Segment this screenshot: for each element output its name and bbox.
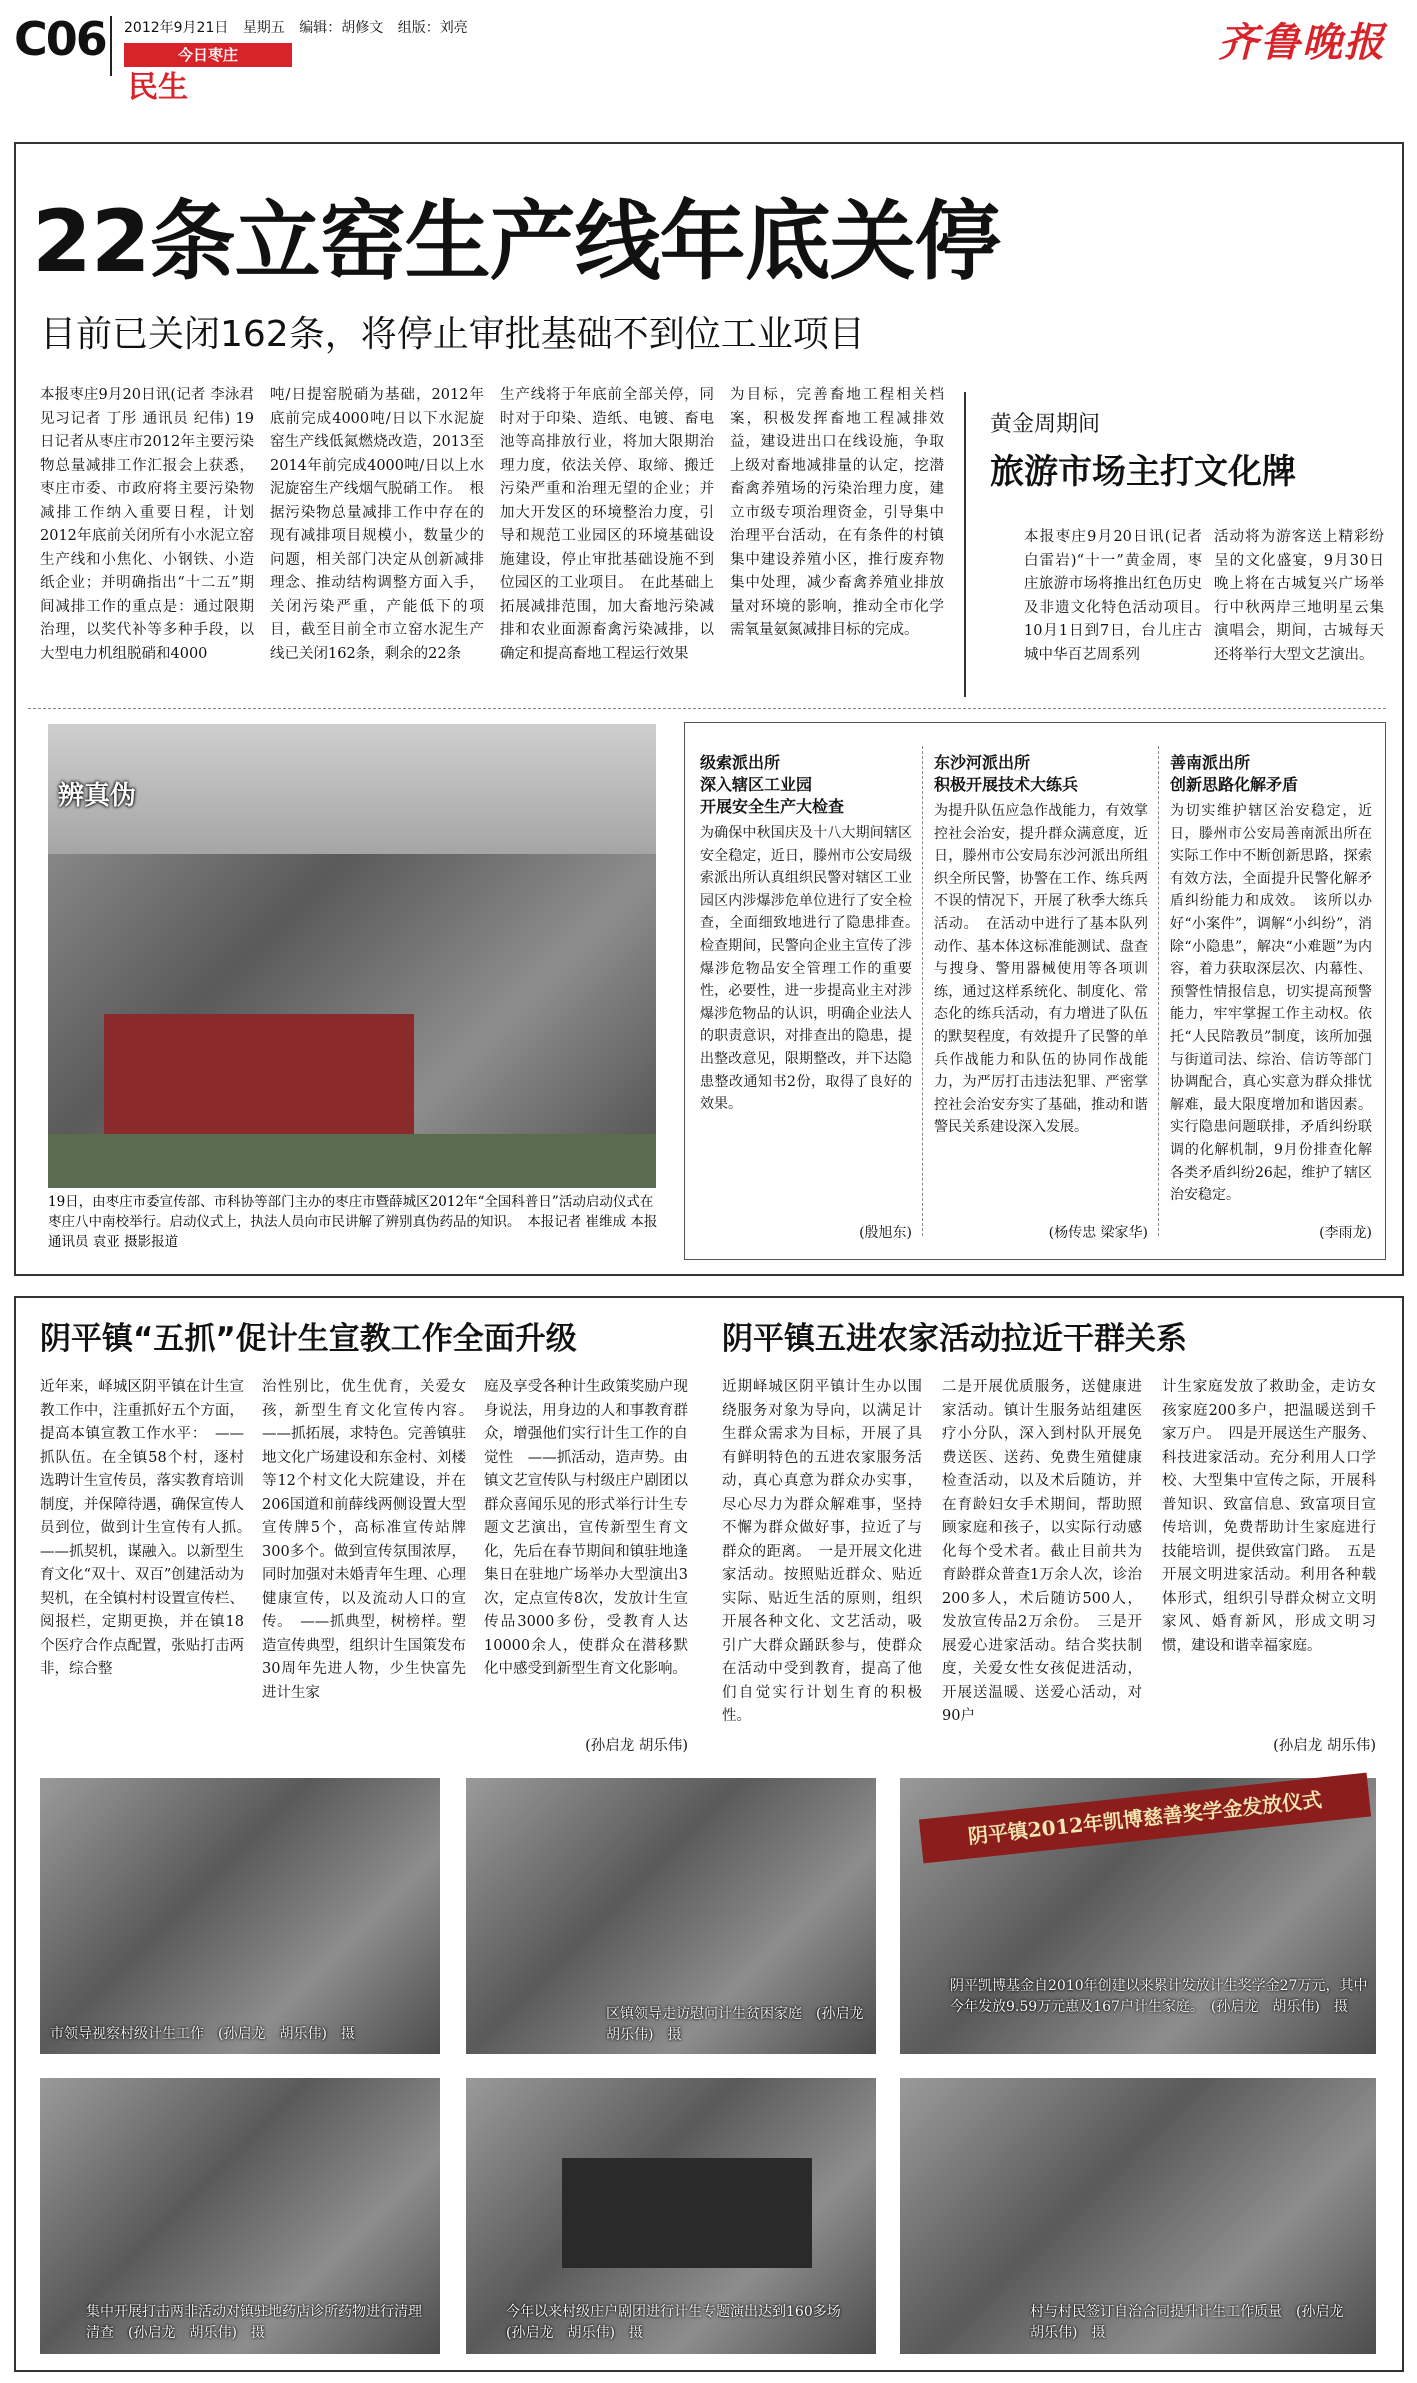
police-3-title-1: 创新思路化解矛盾: [1170, 775, 1299, 794]
brand-logo: 齐鲁晚报: [1218, 19, 1386, 66]
header-date: 2012年9月21日: [124, 20, 229, 36]
ceremony-banner: 阴平镇2012年凯博慈善奖学金发放仪式: [919, 1773, 1371, 1864]
top-dashed-divider: [28, 708, 1386, 709]
right-article-title: 阴平镇五进农家活动拉近干群关系: [722, 1321, 1187, 1357]
header-info: [124, 18, 468, 38]
stage-backdrop: [562, 2158, 812, 2268]
photo-grid-5-caption: 今年以来村级庄户剧团进行计生专题演出达到160多场 (孙启龙 胡乐伟) 摄: [506, 2304, 855, 2341]
section-tag: 今日枣庄: [124, 43, 292, 67]
police-2-title-1: 积极开展技术大练兵: [934, 775, 1079, 794]
police-1-body: 为确保中秋国庆及十八大期间辖区安全稳定，近日，滕州市公安局级索派出所认真组织民警对辖区工业园区内涉爆涉危单位进行了安全检查，全面细致地进行了隐患排查。 检查期间，民警向企业主宣传了涉爆涉危物品安全管理工作的重要性，必要性，进一步提高业主对涉爆涉危物品的认识，明确企业法人的职责意识，对排查出的隐患，提出整改意见，限期整改，并下达隐患整改通知书2份，取得了良好的效果。: [700, 825, 926, 1113]
left-article-title: 阴平镇“五抓”促计生宣教工作全面升级: [40, 1321, 577, 1357]
police-1-title-1: 深入辖区工业园: [700, 775, 813, 794]
police-2-body: 为提升队伍应急作战能力，有效掌控社会治安，提升群众满意度，近日，滕州市公安局东沙河派出所组织全所民警，协警在工作、练兵两不误的情况下，开展了秋季大练兵活动。 在活动中进行了基本队列动作、基本体这标准能测试、盘查与搜身、警用器械使用等各项训练，通过这样系统化、制度化、常态化的练兵活动，有力增进了队伍的默契程度，有效提升了民警的单兵作战能力和队伍的协同作战能力，为严厉打击违法犯罪、严密掌控社会治安夯实了基础，推动和谐警民关系建设深入发展。: [934, 803, 1148, 1136]
photo-grid-1-caption: 市领导视察村级计生工作 (孙启龙 胡乐伟) 摄: [50, 2026, 355, 2042]
main-body-col-1: 本报枣庄9月20日讯(记者 李泳君 见习记者 丁彤 通讯员 纪伟) 19日记者从枣庄市2012年主要污染物总量减排工作汇报会上获悉，枣庄市委、市政府将主要污染物减排工作纳入重要日程，计划2012年底前关闭所有小水泥立窑生产线和小焦化、小钢铁、小造纸企业；并明确指出“十二五”期间减排工作的重点是：通过限期治理，以奖代补等多种手段，以大型电力机组脱硝和4000: [40, 387, 254, 662]
police-divider-1: [922, 746, 923, 1236]
photo-grid-2: [466, 1778, 876, 2054]
photo-label: 辨真伪: [58, 781, 137, 811]
police-1-kicker: 级索派出所: [700, 753, 781, 772]
police-3-body: 为切实维护辖区治安稳定，近日，滕州市公安局善南派出所在实际工作中不断创新思路，探索有效方法，全面提升民警化解矛盾纠纷能力和成效。 该所以办好“小案件”，调解“小纠纷”，消除“小隐患”，解决“小难题”为内容，着力获取深层次、内幕性、预警性情报信息，切实提高预警能力，牢牢掌握工作主动权。依托“人民陪教员”制度，该所加强与街道司法、综治、信访等部门协调配合，真心实意为群众排忧解难，最大限度增加和谐因素。实行隐患问题联排，矛盾纠纷联调的化解机制，9月份排查化解各类矛盾纠纷26起，维护了辖区治安稳定。: [1170, 803, 1372, 1204]
main-body-col-2: 吨/日提窑脱硝为基础，2012年底前完成4000吨/日以下水泥旋窑生产线低氮燃烧改造，2013至2014年前完成4000吨/日以上水泥旋窑生产线烟气脱硝工作。 根据污染物总量减排工作中存在的现有减排项目规模小，数量少的问题，相关部门决定从创新减排理念、推动结构调整方面入手，关闭污染严重，产能低下的项目，截至目前全市立窑水泥生产线已关闭162条，剩余的22条: [270, 387, 484, 662]
page-number: C06: [14, 12, 106, 66]
right-article-col-3: 计生家庭发放了救助金，走访女孩家庭200多户，把温暖送到千家万户。 四是开展送生产服务、科技进家活动。充分利用人口学校、大型集中宣传之际，开展科普知识、致富信息、致富项目宣传培训，免费帮助计生家庭进行技能培训，提供致富门路。 五是开展文明进家活动。利用各种载体形式，组织引导群众树立文明家风、婚育新风，形成文明习惯，建设和谐幸福家庭。: [1162, 1379, 1376, 1654]
photo-ground: [48, 1134, 656, 1188]
photo-grid-1: [40, 1778, 440, 2054]
main-subhead: 目前已关闭162条，将停止审批基础不到位工业项目: [40, 314, 865, 355]
header-layout: 组版：刘亮: [397, 20, 468, 36]
photo-table: [104, 1014, 414, 1144]
main-body-col-3: 生产线将于年底前全部关停，同时对于印染、造纸、电镀、畜电池等高排放行业，将加大限期治理力度，依法关停、取缔、搬迁污染严重和治理无望的企业；并加大开发区的环境整治力度，引导和规范工业园区的环境基础设施建设，停止审批基础设施不到位园区的工业项目。 在此基础上拓展减排范围，加大畜地污染减排和农业面源畜禽污染减排，以确定和提高畜地工程运行效果: [500, 387, 714, 662]
left-article-col-1: 近年来，峄城区阴平镇在计生宣教工作中，注重抓好五个方面，提高本镇宣教工作水平： ——抓队伍。在全镇58个村，逐村选聘计生宣传员，落实教育培训制度，并保障待遇，确保宣传人员到位，做到计生宣传有人抓。 ——抓契机，谋融入。以新型生育文化“双十、双百”创建活动为契机，在全镇村村设置宣传栏、阅报栏，定期更换，并在镇18个医疗合作点配置，张贴打击两非，综合整: [40, 1379, 259, 1677]
police-2-sign: (杨传忠 梁家华): [1048, 1225, 1148, 1241]
photo1-caption: 19日，由枣庄市委宣传部、市科协等部门主办的枣庄市暨薛城区2012年“全国科普日”活动启动仪式在枣庄八中南校举行。启动仪式上，执法人员向市民讲解了辨别真伪药品的知识。 本报记者 崔维成 本报通讯员 袁亚 摄影报道: [48, 1194, 658, 1250]
photo-grid-3: [900, 1778, 1376, 2054]
photo-sky: [48, 724, 656, 854]
right-article-col-2: 二是开展优质服务，送健康进家活动。镇计生服务站组建医疗小分队，深入到村队开展免费送医、送药、免费生殖健康检查活动，以及术后随访，并在育龄妇女手术期间，帮助照顾家庭和孩子，以实际行动感化每个受术者。截止目前共为育龄群众普查1万余人次，诊治200多人，术后随访500人，发放宣传品2万余份。 三是开展爱心进家活动。结合奖扶制度，关爱女性女孩促进活动，开展送温暖、送爱心活动，对90户: [942, 1379, 1142, 1724]
police-1-title-2: 开展安全生产大检查: [700, 797, 845, 816]
photo-grid-5: [466, 2078, 876, 2354]
police-1-sign: (殷旭东): [859, 1225, 912, 1241]
sidebar-divider: [964, 392, 966, 697]
photo-grid-6: [900, 2078, 1376, 2354]
photo-grid-3-caption: 阴平凯博基金自2010年创建以来累计发放计生奖学金27万元，其中今年发放9.59万元惠及167户计生家庭。 (孙启龙 胡乐伟) 摄: [950, 1978, 1368, 2015]
right-article-sign: (孙启龙 胡乐伟): [1273, 1738, 1376, 1754]
left-article-sign: (孙启龙 胡乐伟): [585, 1738, 688, 1754]
header-editor: 编辑：胡修文: [299, 20, 384, 36]
police-3-kicker: 善南派出所: [1170, 753, 1251, 772]
left-article-col-3: 庭及享受各种计生政策奖励户现身说法，用身边的人和事教育群众，增强他们实行计生工作的自觉性 ——抓活动，造声势。由镇文艺宣传队与村级庄户剧团以群众喜闻乐见的形式举行计生专题文艺演出，宣传新型生育文化，先后在春节期间和镇驻地逢集日在驻地广场举办大型演出3次，定点宣传8次，发放计生宣传品3000多份，受教育人达10000余人，使群众在潜移默化中感受到新型生育文化影响。: [484, 1379, 688, 1677]
right-article-col-1: 近期峄城区阴平镇计生办以围绕服务对象为导向，以满足计生群众需求为目标，开展了具有鲜明特色的五进农家服务活动，真心真意为群众办实事，尽心尽力为群众解难事，坚持不懈为群众做好事，拉近了与群众的距离。 一是开展文化进家活动。按照贴近群众、贴近实际、贴近生活的原则，组织开展各种文化、文艺活动，吸引广大群众踊跃参与，使群众在活动中受到教育，提高了他们自觉实行计划生育的积极性。: [722, 1379, 922, 1724]
sidebar-title: 旅游市场主打文化牌: [990, 452, 1296, 492]
section-title: 民生: [128, 70, 188, 105]
header-divider: [110, 16, 112, 76]
sidebar-body-col-1: 本报枣庄9月20日讯(记者 白雷岩)“十一”黄金周，枣庄旅游市场将推出红色历史及非遗文化特色活动项目。 10月1日到7日，台儿庄古城中华百艺周系列: [1024, 529, 1217, 663]
news-photo-market: [48, 724, 656, 1188]
photo-grid-2-caption: 区镇领导走访慰问计生贫困家庭 (孙启龙 胡乐伟) 摄: [606, 2006, 878, 2043]
main-headline: 22条立窑生产线年底关停: [32, 192, 1000, 292]
header-weekday: 星期五: [242, 20, 285, 36]
police-2-kicker: 东沙河派出所: [934, 753, 1031, 772]
sidebar-kicker: 黄金周期间: [990, 412, 1101, 437]
main-body-col-4: 为目标，完善畜地工程相关档案，积极发挥畜地工程减排效益，建设进出口在线设施，争取上级对畜地减排量的认定，挖潜畜禽养殖场的污染治理力度，建立市级专项治理资金，引导集中治理平台活动，在有条件的村镇集中建设养殖小区，推行废弃物集中处理，减少畜禽养殖业排放量对环境的影响，推动全市化学需氧量氨氮减排目标的完成。: [730, 387, 944, 638]
left-article-col-2: 治性别比，优生优育，关爱女孩，新型生育文化宣传内容。 ——抓拓展，求特色。完善镇驻地文化广场建设和东金村、刘楼等12个村文化大院建设，并在206国道和前薛线两侧设置大型宣传牌5个，高标准宣传站牌300多个。做到宣传氛围浓厚，同时加强对未婚青年生理、心理健康宣传，以及流动人口的宣传。 ——抓典型，树榜样。塑造宣传典型，组织计生国策发布30周年先进人物，少生快富先进计生家: [262, 1379, 481, 1701]
police-3-sign: (李雨龙): [1319, 1225, 1372, 1241]
police-divider-2: [1158, 746, 1159, 1236]
sidebar-body-col-2: 活动将为游客送上精彩纷呈的文化盛宴，9月30日晚上将在古城复兴广场举行中秋两岸三地明星云集演唱会，期间，古城每天还将举行大型文艺演出。: [1214, 529, 1384, 663]
photo-grid-6-caption: 村与村民签订自治合同提升计生工作质量 (孙启龙 胡乐伟) 摄: [1030, 2304, 1358, 2341]
photo-grid-4-caption: 集中开展打击两非活动对镇驻地药店诊所药物进行清理清查 (孙启龙 胡乐伟) 摄: [86, 2304, 422, 2341]
photo-grid-4: [40, 2078, 440, 2354]
